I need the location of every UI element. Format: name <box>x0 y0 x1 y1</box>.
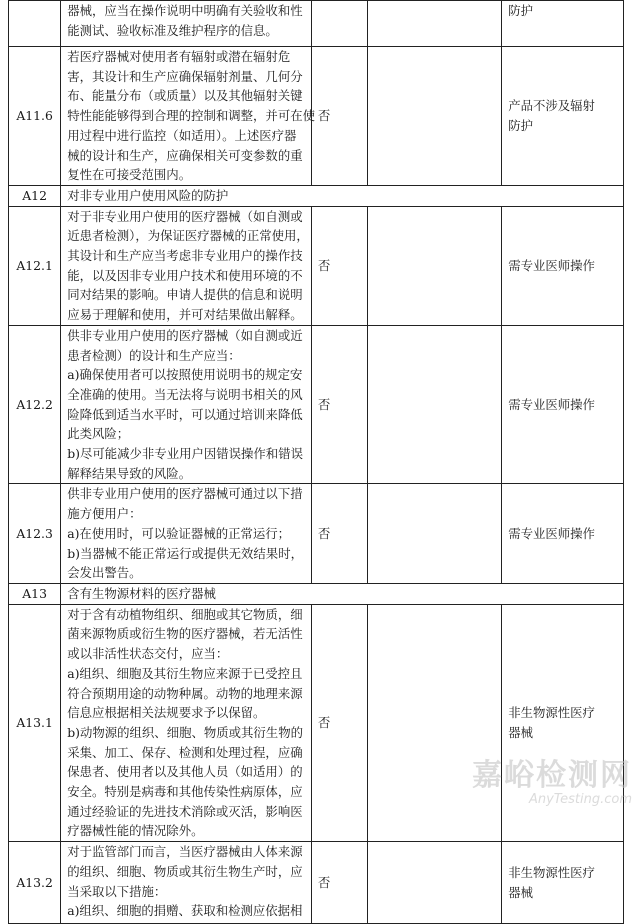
requirement-text-line: 近患者检测），为保证医疗器械的正常使用， <box>67 228 309 244</box>
requirement-text-line: 全准确的使用。当无法将与说明书相关的风 <box>67 386 303 402</box>
requirement-text-line: 器械，应当在操作说明中明确有关验收和性 <box>67 3 303 18</box>
section-title <box>61 185 624 206</box>
requirement-text-line: 用过程中进行监控（如适用）。上述医疗器 <box>67 127 297 143</box>
watermark-brand: 嘉峪检测网 <box>472 758 632 793</box>
evidence-method <box>368 325 502 484</box>
requirement-text-line: 解释结果导致的风险。 <box>67 465 192 481</box>
requirement-text-line: 险降低到适当水平时，可以通过培训来降低 <box>67 406 303 422</box>
reason-note-line: 非生物源性医疗 <box>508 705 595 721</box>
applicability <box>311 1 367 47</box>
reason-note <box>502 484 624 584</box>
applicability: 否 <box>311 484 367 584</box>
applicability: 否 <box>311 47 367 186</box>
requirement-text-line: 通过经验证的先进技术消除或灭活，影响医 <box>67 803 303 819</box>
reason-note-line: 器械 <box>508 724 533 740</box>
reason-note <box>502 842 624 924</box>
table-row <box>9 47 624 186</box>
evidence-method <box>368 484 502 584</box>
requirement-text-line: 会发出警告。 <box>67 565 142 581</box>
requirement-text-line: 对于含有动植物组织、细胞或其它物质，细 <box>67 606 303 622</box>
requirement-text-line: b)动物源的组织、细胞、物质或其衍生物的 <box>67 724 303 740</box>
requirement-text-line: 此类风险； <box>67 426 130 442</box>
reason-note <box>502 604 624 841</box>
requirement-text-line: 菌来源物质或衍生物的医疗器械，若无活性 <box>67 626 303 642</box>
table-row <box>9 325 624 484</box>
watermark-url: AnyTesting.com <box>528 792 632 807</box>
requirement-text-line: 能测试、验收标准及维护程序的信息。 <box>67 22 278 38</box>
requirement-text-line: 应易于理解和使用，并可对结果做出解释。 <box>67 307 303 323</box>
requirement-text-line: 复性在可接受范围内。 <box>67 167 192 183</box>
requirement-text <box>61 1 312 47</box>
table-row <box>9 842 624 924</box>
applicability: 否 <box>311 604 367 841</box>
requirement-text-line: a)在使用时，可以验证器械的正常运行； <box>67 525 291 541</box>
requirement-text-line: 特性能能够得到合理的控制和调整，并可在使 <box>67 108 315 124</box>
evidence-method <box>368 842 502 924</box>
reason-note-line: 需专业医师操作 <box>508 257 595 273</box>
clause-number: A13 <box>9 583 61 604</box>
requirement-text-line: 保患者、使用者以及其他人员（如适用）的 <box>67 764 303 780</box>
requirement-text-line: 施方便用户： <box>67 506 142 522</box>
requirement-text-line: 或以非活性状态交付，应当： <box>67 646 229 662</box>
table-row <box>9 206 624 325</box>
clause-number <box>9 1 61 47</box>
requirement-text-line: 符合预期用途的动物种属。动物的地理来源 <box>67 685 303 701</box>
requirement-text <box>61 484 312 584</box>
reason-note <box>502 325 624 484</box>
requirement-text-line: 若医疗器械对使用者有辐射或潜在辐射危 <box>67 49 291 64</box>
requirement-text-line: 采集、加工、保存、检测和处理过程，应确 <box>67 744 303 760</box>
requirement-text <box>61 604 312 841</box>
clause-number: A12.1 <box>9 206 61 325</box>
requirement-text <box>61 206 312 325</box>
section-title <box>61 583 624 604</box>
evidence-method <box>368 206 502 325</box>
clause-number: A13.1 <box>9 604 61 841</box>
requirement-text-line: b)尽可能减少非专业用户因错误操作和错误 <box>67 446 303 462</box>
requirement-text-line: 同对结果的影响。申请人提供的信息和说明 <box>67 287 303 303</box>
requirement-text <box>61 842 312 924</box>
requirement-text-line: 械的设计和生产，应确保相关可变参数的重 <box>67 147 303 163</box>
requirement-text-line: 布、能量分布（或质量）以及其他辐射关键 <box>67 88 303 104</box>
applicability: 否 <box>311 842 367 924</box>
requirement-text-line: 当采取以下措施： <box>67 883 167 899</box>
section-row <box>9 583 624 604</box>
reason-note <box>502 47 624 186</box>
reason-note-line: 防护 <box>508 3 533 18</box>
requirement-text-line: 患者检测）的设计和生产应当： <box>67 347 241 363</box>
requirement-text-line: 能，以及因非专业用户技术和使用环境的不 <box>67 267 303 283</box>
section-title-line: 对非专业用户使用风险的防护 <box>67 187 229 203</box>
requirement-text-line: a)组织、细胞的捐赠、获取和检测应依据相 <box>67 903 303 919</box>
requirement-text-line: b)当器械不能正常运行或提供无效结果时， <box>67 545 303 561</box>
applicability: 否 <box>311 325 367 484</box>
requirement-text <box>61 325 312 484</box>
reason-note-line: 需专业医师操作 <box>508 525 595 541</box>
requirement-text-line: 的组织、细胞、物质或其衍生物生产时，应 <box>67 863 303 879</box>
requirement-text-line: 供非专业用户使用的医疗器械（如自测或近 <box>67 327 303 343</box>
reason-note-line: 器械 <box>508 884 533 900</box>
table-row <box>9 604 624 841</box>
requirement-text-line: 信息应根据相关法规要求予以保留。 <box>67 705 266 721</box>
reason-note-line: 防护 <box>508 117 533 133</box>
requirement-text-line: a)组织、细胞及其衍生物应来源于已受控且 <box>67 665 303 681</box>
clause-number: A12.3 <box>9 484 61 584</box>
requirement-text-line: 对于监管部门而言，当医疗器械由人体来源 <box>67 844 303 860</box>
section-row <box>9 185 624 206</box>
clause-number: A13.2 <box>9 842 61 924</box>
clause-number: A12.2 <box>9 325 61 484</box>
reason-note <box>502 1 624 47</box>
requirement-text-line: 害，其设计和生产应确保辐射剂量、几何分 <box>67 68 303 84</box>
table-row <box>9 484 624 584</box>
requirement-text-line: 安全。特别是病毒和其他传染性病原体，应 <box>67 784 303 800</box>
requirement-text-line: 对于非专业用户使用的医疗器械（如自测或 <box>67 208 303 224</box>
reason-note-line: 产品不涉及辐射 <box>508 98 595 114</box>
clause-number: A11.6 <box>9 47 61 186</box>
reason-note-line: 需专业医师操作 <box>508 396 595 412</box>
requirements-table <box>8 0 624 924</box>
requirement-text-line: 疗器械性能的情况除外。 <box>67 823 204 839</box>
section-title-line: 含有生物源材料的医疗器械 <box>67 585 216 601</box>
requirement-text-line: 其设计和生产应当考虑非专业用户的操作技 <box>67 248 303 264</box>
evidence-method <box>368 47 502 186</box>
evidence-method <box>368 604 502 841</box>
reason-note <box>502 206 624 325</box>
evidence-method <box>368 1 502 47</box>
requirement-text-line: a)确保使用者可以按照使用说明书的规定安 <box>67 367 303 383</box>
reason-note-line: 非生物源性医疗 <box>508 864 595 880</box>
requirement-text <box>61 47 315 186</box>
requirement-text-line: 供非专业用户使用的医疗器械可通过以下措 <box>67 486 303 502</box>
table-row <box>9 1 624 47</box>
applicability: 否 <box>311 206 367 325</box>
clause-number: A12 <box>9 185 61 206</box>
